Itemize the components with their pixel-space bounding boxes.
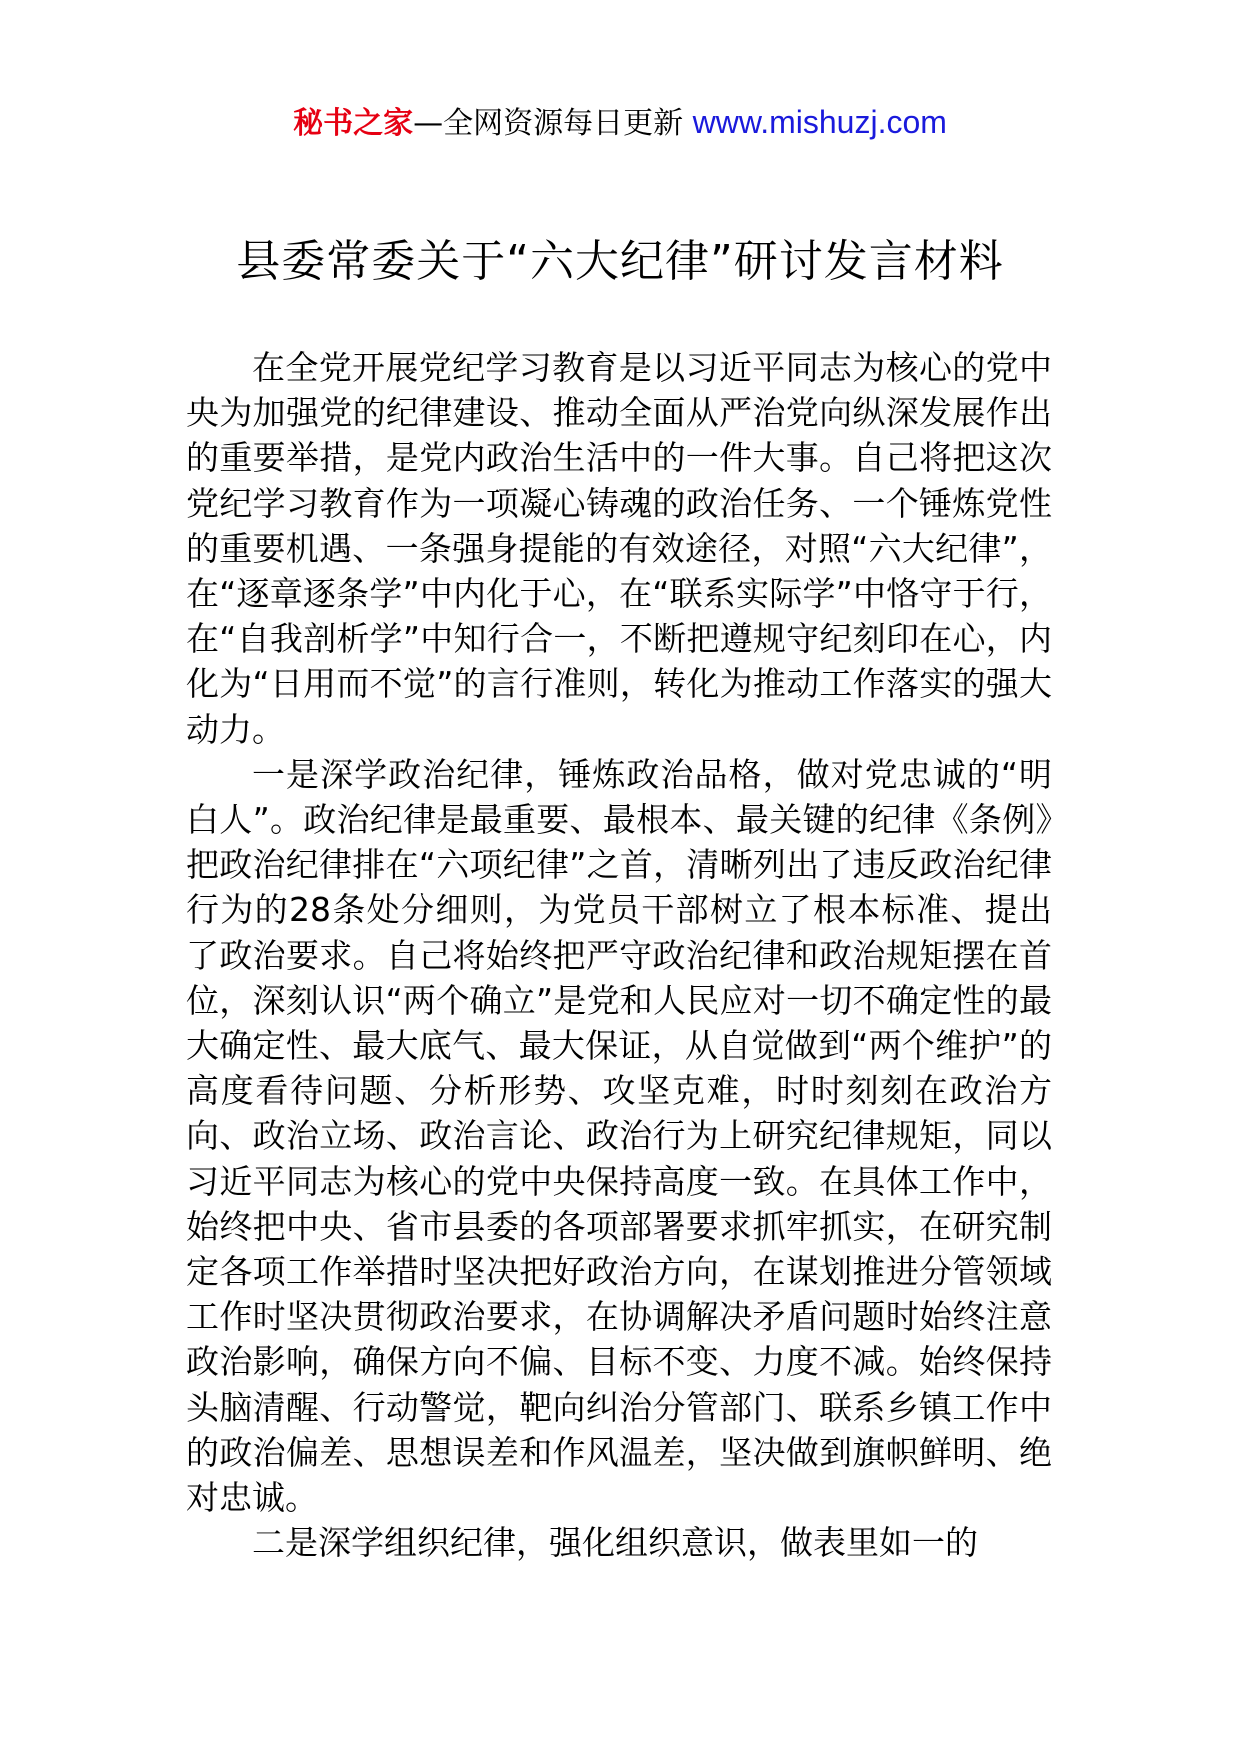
paragraph-intro: 在全党开展党纪学习教育是以习近平同志为核心的党中央为加强党的纪律建设、推动全面从严治党向纵深发展作出的重要举措，是党内政治生活中的一件大事。自己将把这次党纪学习教育作为一项凝心铸魂的政治任务、一个锤炼党性的重要机遇、一条强身提能的有效途径，对照“六大纪律”，在“逐章逐条学”中内化于心，在“联系实际学”中恪守于行，在“自我剖析学”中知行合一，不断把遵规守纪刻印在心，内化为“日用而不觉”的言行准则，转化为推动工作落实的强大动力。 xyxy=(186,348,1052,749)
header-slogan: —全网资源每日更新 xyxy=(413,106,693,141)
page-header xyxy=(0,100,1240,146)
paragraph-organizational-discipline: 二是深学组织纪律，强化组织意识，做表里如一的 xyxy=(252,1523,978,1563)
document-body xyxy=(186,345,1052,1565)
paragraph-political-discipline: 一是深学政治纪律，锤炼政治品格，做对党忠诚的“明白人”。政治纪律是最重要、最根本、最关键的纪律《条例》把政治纪律排在“六项纪律”之首，清晰列出了违反政治纪律行为的28条处分细则，为党员干部树立了根本标准、提出了政治要求。自己将始终把严守政治纪律和政治规矩摆在首位，深刻认识“两个确立”是党和人民应对一切不确定性的最大确定性、最大底气、最大保证，从自觉做到“两个维护”的高度看待问题、分析形势、攻坚克难，时时刻刻在政治方向、政治立场、政治言论、政治行为上研究纪律规矩，同以习近平同志为核心的党中央保持高度一致。在具体工作中，始终把中央、省市县委的各项部署要求抓牢抓实，在研究制定各项工作举措时坚决把好政治方向，在谋划推进分管领域工作时坚决贯彻政治要求，在协调解决矛盾问题时始终注意政治影响，确保方向不偏、目标不变、力度不减。始终保持头脑清醒、行动警觉，靶向纠治分管部门、联系乡镇工作中的政治偏差、思想误差和作风温差，坚决做到旗帜鲜明、绝对忠诚。 xyxy=(186,754,1052,1518)
brand-name: 秘书之家 xyxy=(293,106,414,141)
document-title: 县委常委关于“六大纪律”研讨发言材料 xyxy=(236,236,1004,287)
site-url-link[interactable]: www.mishuzj.com xyxy=(692,104,947,140)
